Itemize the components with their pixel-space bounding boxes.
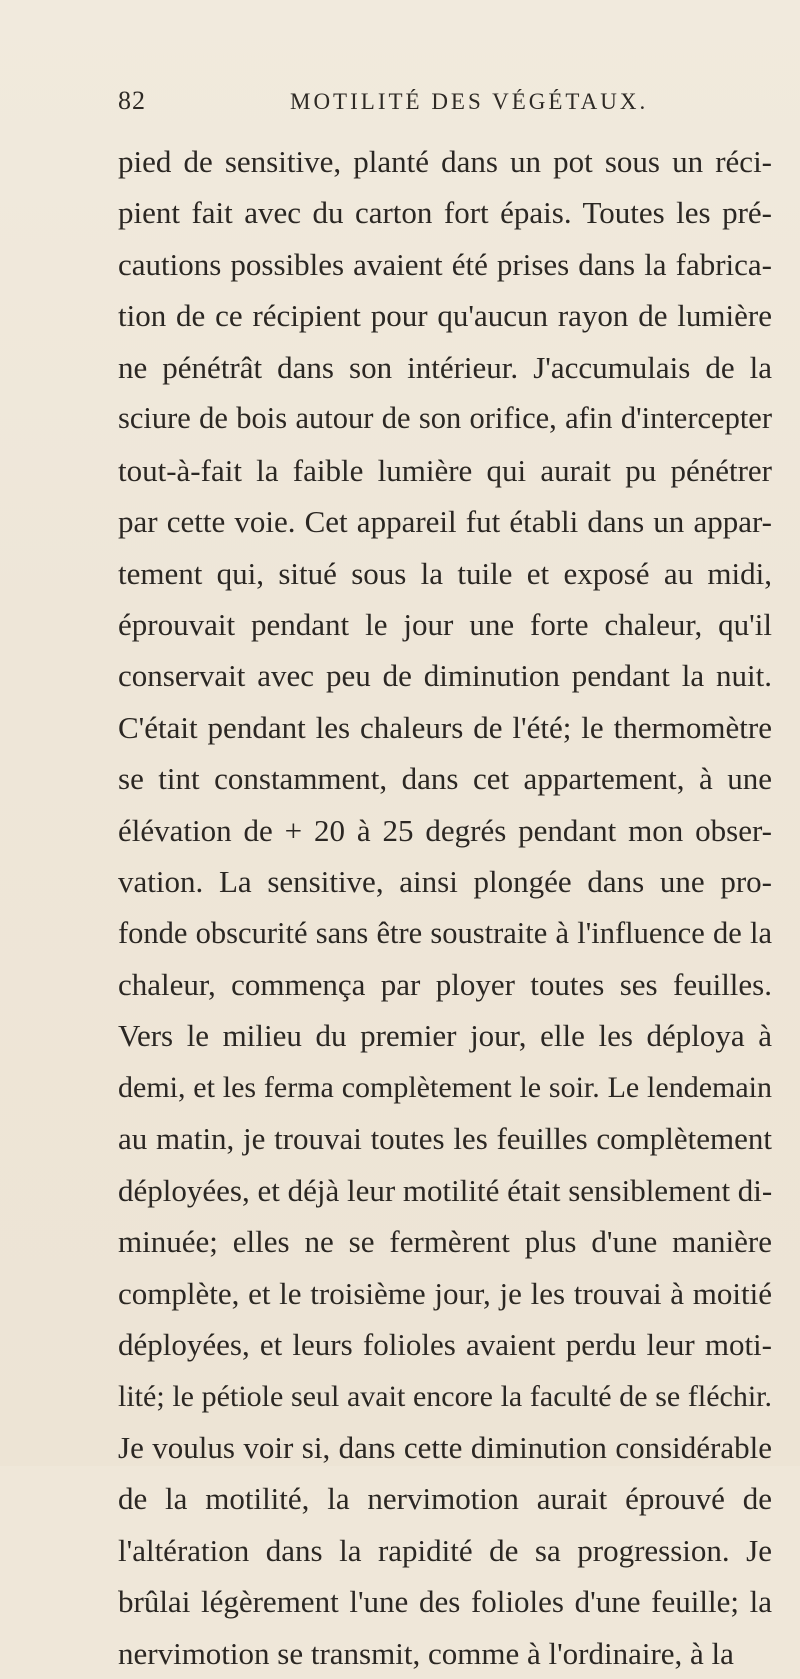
text-line: conservait avec peu de diminution pendant la nuit.: [118, 658, 772, 694]
text-line: déployées, et déjà leur motilité était sensiblement di-: [118, 1172, 773, 1208]
text-line: fonde obscurité sans être soustraite à l'influence de la: [118, 915, 772, 950]
text-line: brûlai légèrement l'une des folioles d'une feuille; la: [118, 1584, 772, 1620]
text-line: pied de sensitive, planté dans un pot sous un réci-: [118, 144, 772, 179]
text-line: tion de ce récipient pour qu'aucun rayon de lumière: [118, 298, 772, 334]
text-line: demi, et les ferma complètement le soir. Le lendemain: [118, 1070, 772, 1104]
text-line: de la motilité, la nervimotion aurait éprouvé de: [118, 1481, 772, 1517]
text-line: Vers le milieu du premier jour, elle les déploya à: [118, 1018, 772, 1054]
text-line: déployées, et leurs folioles avaient perdu leur moti-: [118, 1327, 772, 1363]
text-line: complète, et le troisième jour, je les trouvai à moitié: [118, 1275, 772, 1311]
text-line: sciure de bois autour de son orifice, afin d'intercepter: [118, 401, 772, 436]
text-line: Je voulus voir si, dans cette diminution considérable: [118, 1429, 772, 1465]
text-line: éprouvait pendant le jour une forte chaleur, qu'il: [118, 606, 772, 642]
text-line: cautions possibles avaient été prises dans la fabrica-: [118, 246, 772, 282]
text-line: lité; le pétiole seul avait encore la faculté de se fléchir.: [118, 1379, 772, 1413]
text-line: élévation de + 20 à 25 degrés pendant mon obser-: [118, 812, 772, 848]
text-line: minuée; elles ne se fermèrent plus d'une manière: [118, 1224, 772, 1260]
text-line: tement qui, situé sous la tuile et exposé au midi,: [118, 555, 772, 591]
text-line: nervimotion se transmit, comme à l'ordinaire, à la: [118, 1635, 734, 1671]
text-line: C'était pendant les chaleurs de l'été; le thermomètre: [118, 709, 772, 745]
page-header: [118, 86, 758, 126]
body-paragraph: [118, 136, 772, 1679]
running-title: MOTILITÉ DES VÉGÉTAUX.: [290, 89, 649, 114]
text-line: l'altération dans la rapidité de sa progression. Je: [118, 1532, 772, 1568]
text-line: au matin, je trouvai toutes les feuilles complètement: [118, 1121, 772, 1157]
page-number: 82: [118, 86, 146, 115]
text-line: tout-à-fait la faible lumière qui aurait pu pénétrer: [118, 452, 772, 488]
text-line: vation. La sensitive, ainsi plongée dans une pro-: [118, 864, 772, 900]
text-line: chaleur, commença par ployer toutes ses feuilles.: [118, 967, 772, 1002]
text-line: ne pénétrât dans son intérieur. J'accumulais de la: [118, 349, 772, 385]
text-line: par cette voie. Cet appareil fut établi dans un appar-: [118, 504, 772, 540]
text-line: se tint constamment, dans cet appartement, à une: [118, 761, 772, 797]
text-line: pient fait avec du carton fort épais. Toutes les pré-: [118, 195, 772, 231]
